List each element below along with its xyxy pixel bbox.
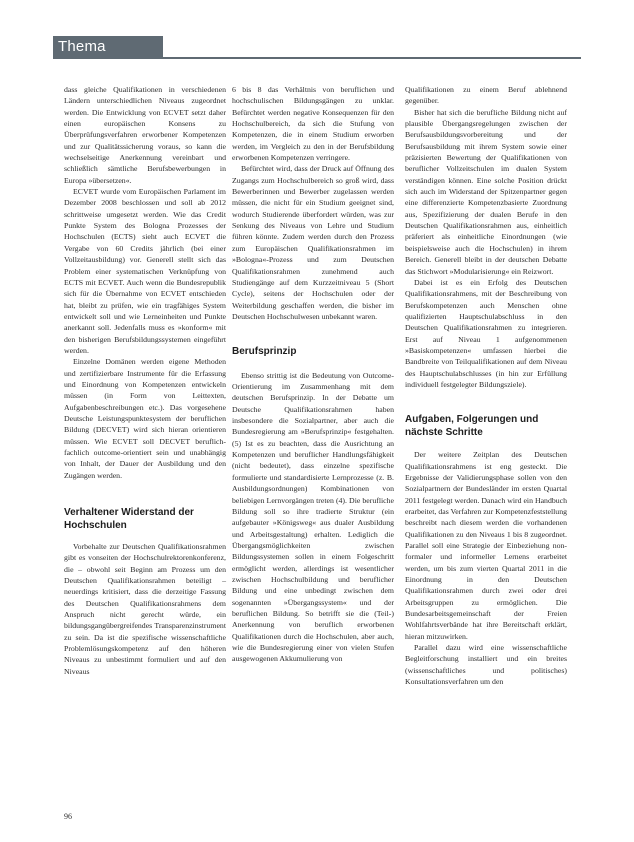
paragraph: Der weitere Zeitplan des Deutschen Qualifikationsrahmens ist eng gesteckt. Die Ergebnisse der Validierungsphase sollen von den Sozialpartnern der Bundesländer im ersten Quartal 2011 festgelegt werden. Danach wird ein Handbuch erarbeitet, das Verfahren zur Kompetenzfeststellung beschreibt nach diesem werden die vorhandenen Qualifikationen zu den Niveaus 1 bis 8 zugeordnet. Parallel soll eine Strategie der Einbeziehung non-formaler und informeller Lernens erarbeitet werden, um bis zum vierten Quartal 2011 in die Einordnung in den Deutschen Qualifikationsrahmen durch zwei oder drei Arbeitsgruppen zu ermöglichen. Die Bundesarbeitsgemeinschaft der Freien Wohlfahrtsverbände hat ihre Bereitschaft erklärt, hieran mitzuwirken.	[405, 450, 568, 641]
paragraph: Befürchtet wird, dass der Druck auf Öffnung des Zugangs zum Hochschulbereich so groß wird, dass Bewerberinnen und Bewerber zugelassen werden müssen, die nicht für ein Studium geeignet sind, wodurch Studierende überfordert würden, was zur Senkung des Niveaus von Lehre und Studium führen könnte. Zudem werden durch den Prozess zum Europäischen Qualifikationsrahmen im »Bologna«-Prozess und zum Deutschen Qualifikationsrahmen zunehmend auch Studiengänge auf dem Kurzzeitniveau 5 (Short Cycle), seitens der Hochschulen oder der Weiterbildung geschaffen werden, die bisher im Deutschen Hochschulwesen unbekannt waren.	[232, 164, 394, 321]
section-heading: Berufsprinzip	[232, 346, 297, 358]
header-rule	[53, 57, 581, 59]
paragraph: dass gleiche Qualifikationen in verschiedenen Ländern unterschiedlichen Niveaus zugeordnet werden. Die Entwicklung von ECVET setzt daher einen europäischen Konsens zu Überprüfungsverfahren erworbener Kompetenzen und zur Qualitätssicherung voraus, so kann die wechselseitige Anerkennung vereinbart und schließlich sämtliche Berufsbewerbungen in Europa »übersetzen«.	[64, 85, 226, 185]
paragraph: Parallel dazu wird eine wissenschaftliche Begleitforschung installiert und ein breites (wissenschaftliches und politisches) Konsultationsverfahren um den	[405, 643, 567, 687]
paragraph: Einzelne Domänen werden eigene Methoden und zertifizierbare Instrumente für die Erfassung und Einordnung von Kompetenzen entwickeln müssen (in Form von Leittexten, Aufgabenbeschreibungen etc.). Das vorgesehene Deutsche Leistungspunktesystem der beruflichen Bildung (DECVET) wird sich hieran orientieren müssen. Wie ECVET soll DECVET beruflich-fachlich outcome-orientiert sein und unabhängig von Inhalt, der Dauer der Ausbildung und den Zugängen werden.	[64, 357, 226, 480]
page-number: 96	[64, 812, 72, 821]
paragraph: Vorbehalte zur Deutschen Qualifikationsrahmen gibt es vonseiten der Hochschulrektorenkonferenz, die – obwohl seit Beginn am Prozess um den Deutschen Qualifikationsrahmen beteiligt – neuerdings kritisiert, dass die derzeitige Fassung des Deutschen Qualifikationsrahmens dem Anspruch nicht gerecht würde, ein bildungsgangübergreifendes Transparenzinstrument zu sein. Da ist die spezifische wissenschaftliche Problemlösungskompetenz auf den höheren Niveaus zu unbestimmt formuliert und auf den Niveaus	[64, 542, 226, 676]
paragraph: Bisher hat sich die berufliche Bildung nicht auf plausible Übergangsregelungen zwischen der Berufsausbildungsvorbereitung und der Berufsausbildung mit ihrem System sowie einer präzisierten Bewertung der Qualifikationen von beruflicher Vollzeitschulen im dualen System verständigen können. Eine solche Position drückt sich auch im Widerstand der Spitzenpartner gegen eine differenzierte Kompetenzbasierte Zuordnung aus, Spezifizierung der dualen Berufe in den Deutschen Qualifikationsrahmen aus, einheitlich präferiert als einheitliche Einordnungen (wie beispielsweise auch die Hochschulen) in ihrem Bereich. Generell bleibt in der deutschen Debatte das Stichwort »Modularisierung« ein Reizwort.	[405, 107, 567, 276]
section-heading: Verhaltener Widerstand der Hochschulen	[64, 507, 194, 531]
paragraph: Dabei ist es ein Erfolg des Deutschen Qualifikationsrahmens, mit der Beschreibung von Berufskompetenzen auch Menschen ohne qualifizierten Hauptschulabschluss in den Deutschen Qualifikationsrahmen zu integrieren. Erst auf Niveau 1 aufgenommenen »Basiskompetenzen« umfassen hierbei die Bandbreite von Teilqualifikationen auf dem Niveau des Hauptschulabschlusses (in hin zur Erfüllung individuell festgelegter Bildungsziele).	[405, 277, 567, 389]
paragraph: ECVET wurde vom Europäischen Parlament im Dezember 2008 beschlossen und soll ab 2012 schrittweise umgesetzt werden. Wie das Credit Punkte System des Bologna Prozesses der Hochschulen (ECTS) sieht auch ECVET die Vergabe von 60 Credits jährlich (bei einer Vollzeitausbildung) vor. Generell stellt sich das Problem einer systematischen Verknüpfung von ECTS mit ECVET. Auch wenn die Bundesrepublik sich für die Übernahme von ECVET entschieden hat, bleibt zu prüfen, wie ein tragfähiges System entwickelt soll und wie Lerneinheiten und Punkte anerkannt soll. Jedenfalls muss es »konform« mit den bisherigen Berufsbildungssystemen eingeführt werden.	[64, 187, 226, 355]
section-title: Thema	[58, 38, 106, 55]
column-middle	[232, 84, 394, 665]
paragraph: Qualifikationen zu einem Beruf ablehnend gegenüber.	[405, 85, 567, 106]
column-left	[64, 84, 226, 677]
paragraph: Ebenso strittig ist die Bedeutung von Outcome-Orientierung im Zusammenhang mit dem deutschen Berufsprinzip. In der Debatte um Deutsche Qualifikationsrahmen haben insbesondere die Sozialpartner, aber auch die Bundesregierung am »Berufsprinzip« festgehalten. (5) Ist es zu beachten, dass die Ausrichtung an Kompetenzen und beruflicher Handlungsfähigkeit (nicht bedeutet), dass einzelne spezifische formulierte und standardisierte Lernprozesse (z. B. Ausbildungsordnungen) Kombinationen von beliebigen Lernvorgängen treten (4). Die berufliche Bildung soll so ihre tradierte Struktur (ein aufgebauter »Königsweg« aus dualer Ausbildung und Arbeitsgestaltung) erhalten. Lediglich die Übergangsmöglichkeiten zwischen Bildungssystemen sollen in einem Folgeschritt ermöglicht werden, allerdings ist wesentlicher zwischen Hochschulbildung und beruflicher Bildung und eine unbedingt zwischen dem sogenannten »Übergangssystem« und der beruflichen Bildung. So betrifft sie die (Teil-) Anerkennung von beruflich erworbenen Qualifikationen durch die Hochschulen, aber auch, wie die Bundesregierung einer von vielen Stufen ausgewogenen Akkumulierung von	[232, 370, 394, 664]
paragraph: 6 bis 8 das Verhältnis von beruflichen und hochschulischen Bildungsgängen zu unklar. Befürchtet werden negative Konsequenzen für den Hochschulbereich, da sich die Stufung von Kompetenzen, die in einem Studium erworben werden, im Vergleich zu den in der Berufsbildung erworbenen Kompetenzen verringere.	[232, 85, 394, 163]
section-heading: Aufgaben, Folgerungen und nächste Schritte	[405, 414, 539, 438]
column-right	[405, 84, 567, 688]
